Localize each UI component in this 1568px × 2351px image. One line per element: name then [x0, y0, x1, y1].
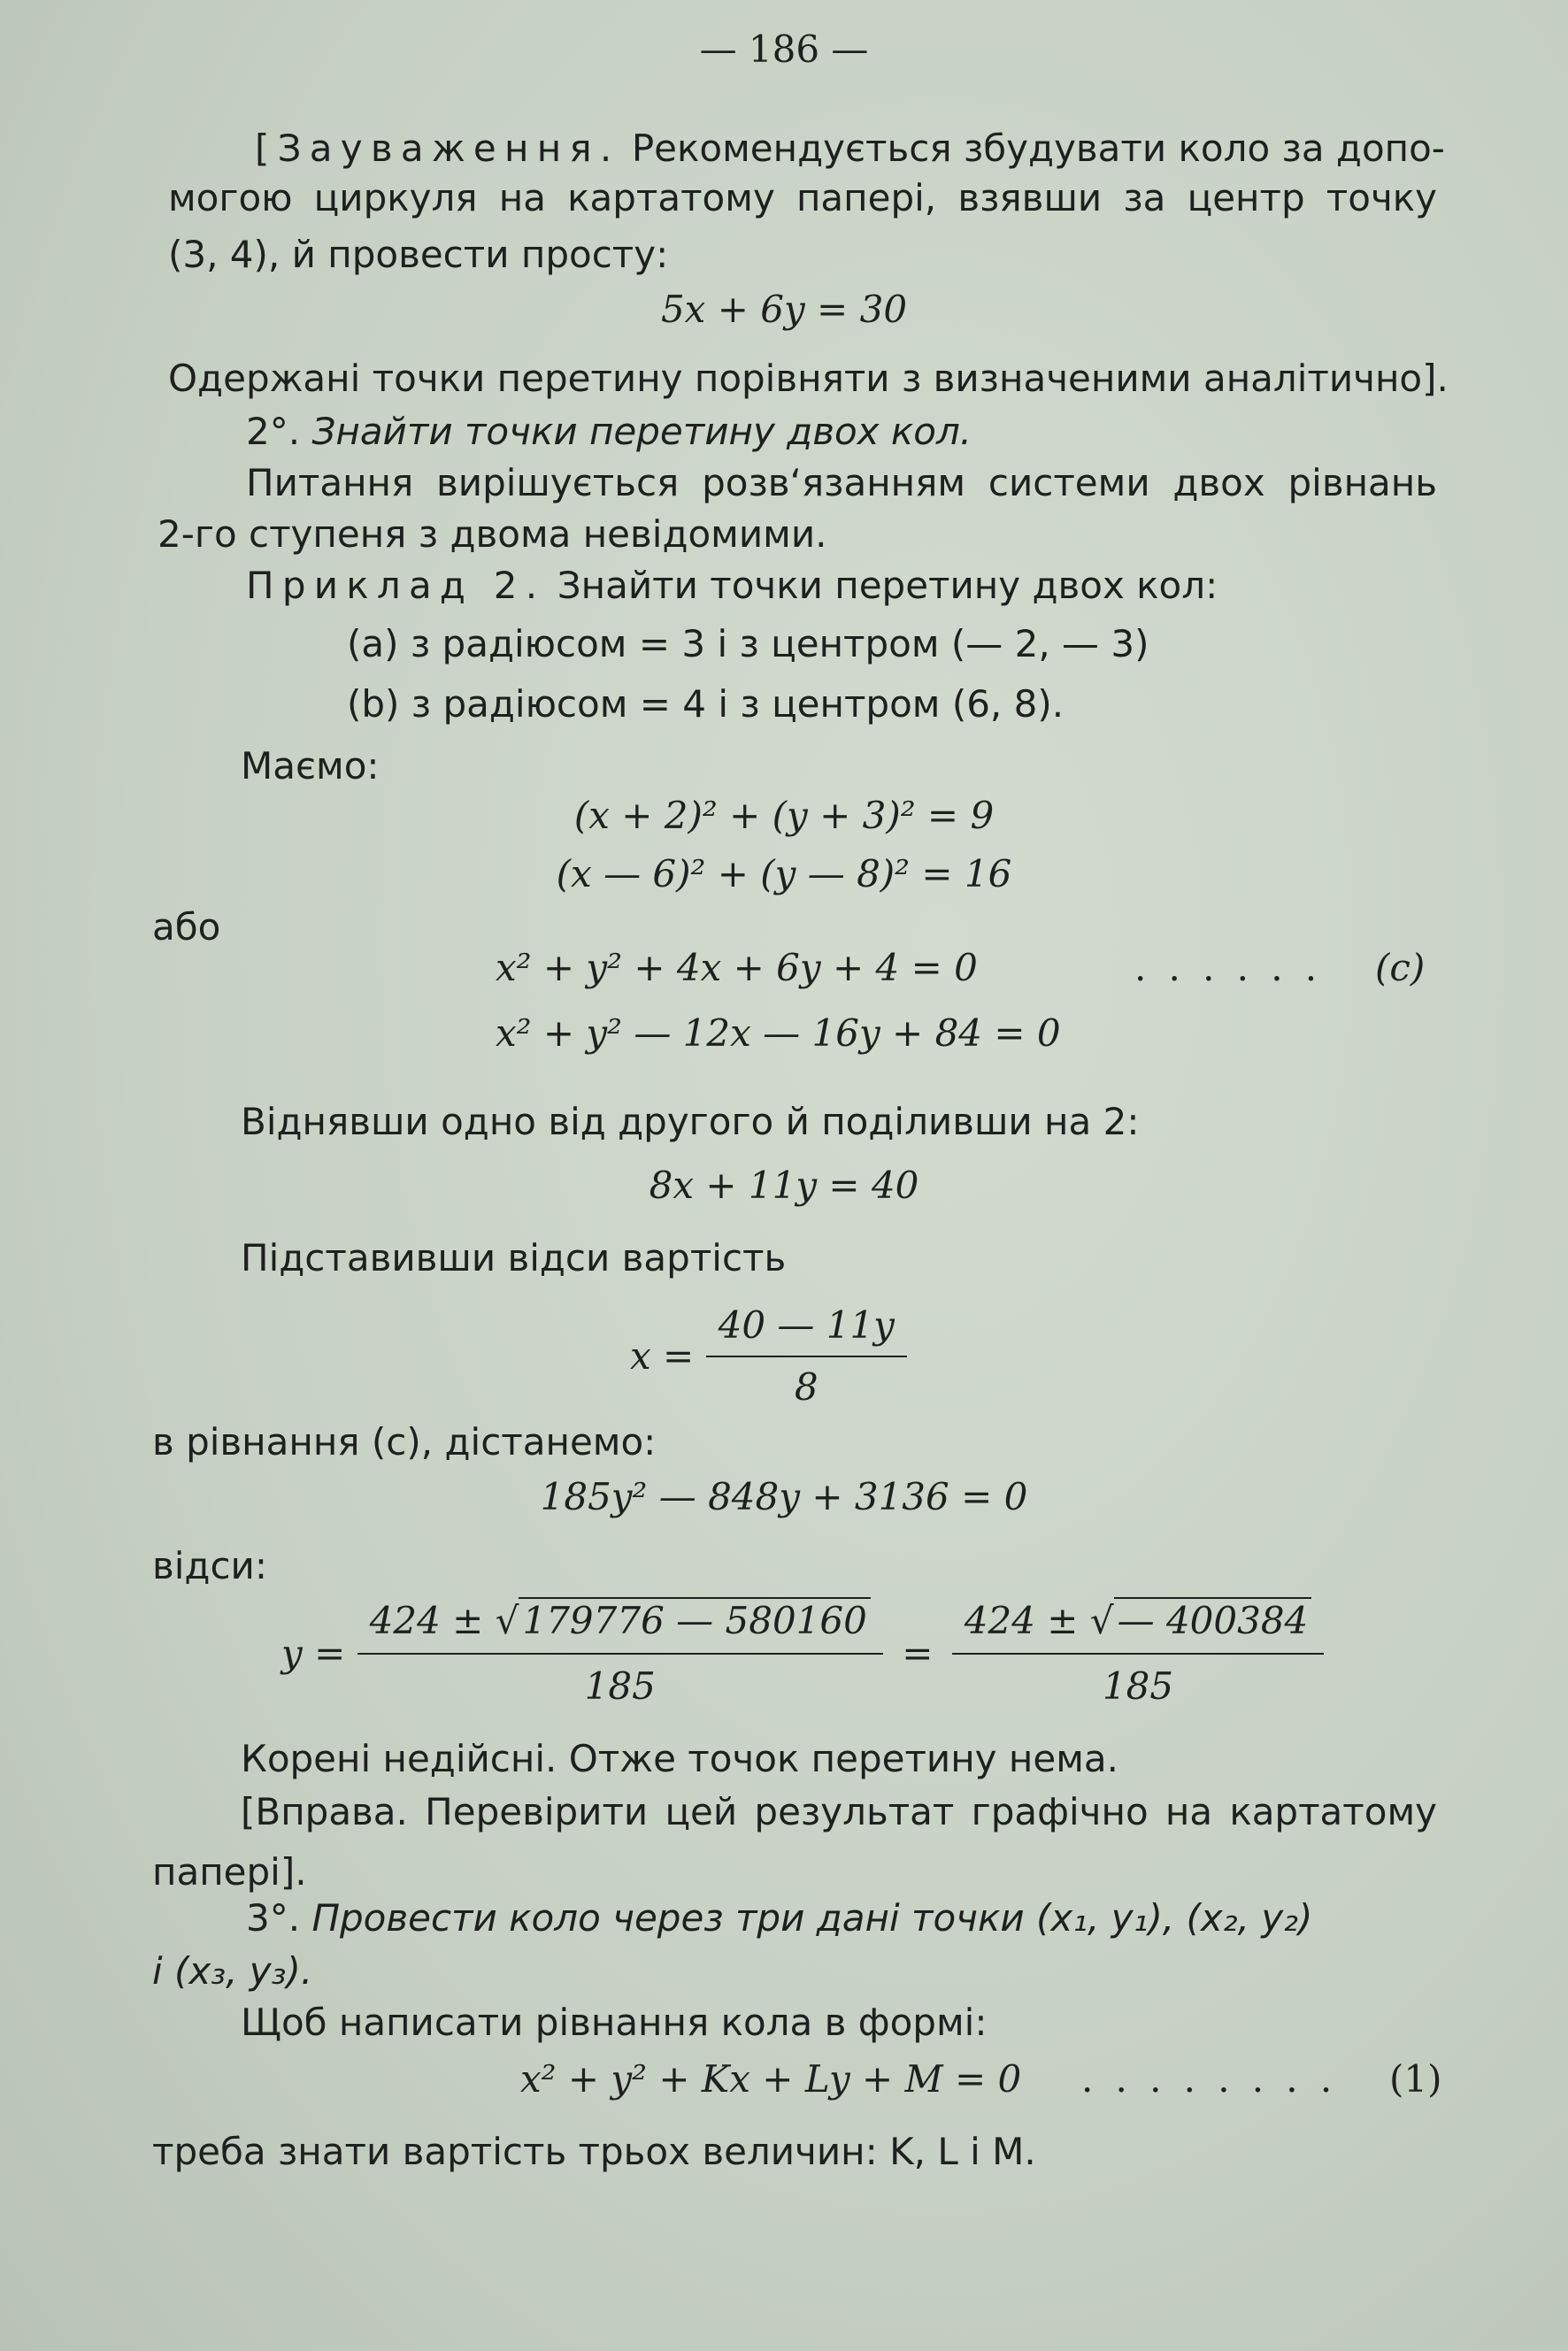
example-2-text: Знайти точки перетину двох кол: — [557, 564, 1218, 607]
y-numerator-2-prefix: 424 ± √ — [964, 1599, 1114, 1642]
y-lhs: y = — [281, 1632, 346, 1675]
y-numerator-1-prefix: 424 ± √ — [369, 1599, 519, 1642]
equation-5: 8x + 11y = 40 — [649, 1164, 919, 1207]
example-2-label: Приклад 2. — [246, 564, 546, 607]
section-3-heading — [246, 1894, 1312, 1943]
section-3-title-2: і (x₃, y₃). — [152, 1949, 313, 1993]
section-3-number: 3°. — [246, 1896, 301, 1940]
x-lhs: x = — [630, 1334, 695, 1378]
y-numerator-2-radicand: — 400384 — [1114, 1597, 1312, 1642]
y-numerator-1-radicand: 179776 — 580160 — [519, 1597, 870, 1642]
y-numerator-1 — [357, 1593, 883, 1655]
section-2-title: Знайти точки перетину двох кол. — [311, 410, 972, 453]
equation-6: 185y² — 848y + 3136 = 0 — [540, 1475, 1028, 1518]
section-2-number: 2°. — [246, 410, 301, 453]
note-text-1: Рекомендується збудувати коло за допо- — [631, 127, 1445, 170]
example-2-heading — [246, 561, 1218, 611]
section-3-text-1: Щоб написати рівнання кола в формі: — [241, 2001, 988, 2044]
equation-circle: x² + y² + Kx + Ly + M = 0 — [520, 2057, 1022, 2101]
equation-3-label: (c) — [1375, 946, 1426, 989]
y-denominator-1: 185 — [584, 1664, 656, 1708]
note-line-4: Одержані точки перетину порівняти з визначеними аналітично]. — [168, 357, 1449, 400]
equation-1: (x + 2)² + (y + 3)² = 9 — [573, 794, 995, 837]
y-denominator-2: 185 — [1102, 1664, 1174, 1708]
note-equation: 5x + 6y = 30 — [660, 288, 908, 331]
example-2-maemo: Маємо: — [241, 744, 380, 788]
section-3-text-2: треба знати вартість трьох величин: K, L і M. — [152, 2130, 1036, 2173]
note-label: [Зауваження. — [255, 127, 620, 170]
y-fraction-2 — [952, 1593, 1325, 1715]
equation-circle-dots: ........ — [1081, 2057, 1355, 2101]
vidsy-text: відси: — [152, 1544, 267, 1587]
equation-2: (x — 6)² + (y — 8)² = 16 — [556, 852, 1012, 895]
y-fraction-equation — [281, 1593, 1324, 1715]
section-3-title: Провести коло через три дані точки (x₁, y₁), (x₂, y₂) — [311, 1896, 1313, 1940]
x-numerator: 40 — 11y — [706, 1299, 907, 1357]
x-fraction-equation — [630, 1299, 907, 1414]
exercise-line-2: папері]. — [152, 1850, 307, 1894]
equation-circle-label: (1) — [1389, 2057, 1442, 2101]
section-2-heading — [246, 407, 972, 457]
subtract-text: Віднявши одно від другого й поділивши на 2: — [241, 1100, 1140, 1143]
y-fraction-1 — [357, 1593, 883, 1715]
page-number: — 186 — — [699, 27, 869, 71]
example-2-item-b: (b) з радіюсом = 4 і з центром (6, 8). — [347, 682, 1065, 726]
example-2-item-a: (a) з радіюсом = 3 і з центром (— 2, — 3) — [347, 622, 1149, 665]
x-fraction — [706, 1299, 907, 1414]
substitute-text: Підставивши відси вартість — [241, 1236, 787, 1279]
section-2-text-2: 2-го ступеня з двома невідомими. — [158, 512, 827, 556]
equation-4: x² + y² — 12x — 16y + 84 = 0 — [496, 1011, 1061, 1055]
note-line-2: могою циркуля на картатому папері, взявши за центр точку — [168, 176, 1437, 219]
note-line-1 — [255, 124, 1445, 173]
equation-3-dots: ...... — [1134, 946, 1340, 989]
equation-3: x² + y² + 4x + 6y + 4 = 0 — [496, 946, 978, 989]
example-2-abo: або — [152, 905, 221, 949]
note-line-3: (3, 4), й провести просту: — [168, 233, 669, 276]
y-equals: = — [902, 1632, 934, 1675]
section-2-text-1: Питання вирішується розв‘язанням системи двох рівнань — [246, 461, 1437, 504]
into-text: в рівнання (c), дістанемо: — [152, 1420, 657, 1464]
y-numerator-2 — [952, 1593, 1325, 1655]
exercise-line-1: [Вправа. Перевірити цей результат графічно на картатому — [241, 1790, 1437, 1833]
conclusion-text: Корені недійсні. Отже точок перетину нема. — [241, 1737, 1118, 1780]
x-denominator: 8 — [794, 1365, 819, 1409]
